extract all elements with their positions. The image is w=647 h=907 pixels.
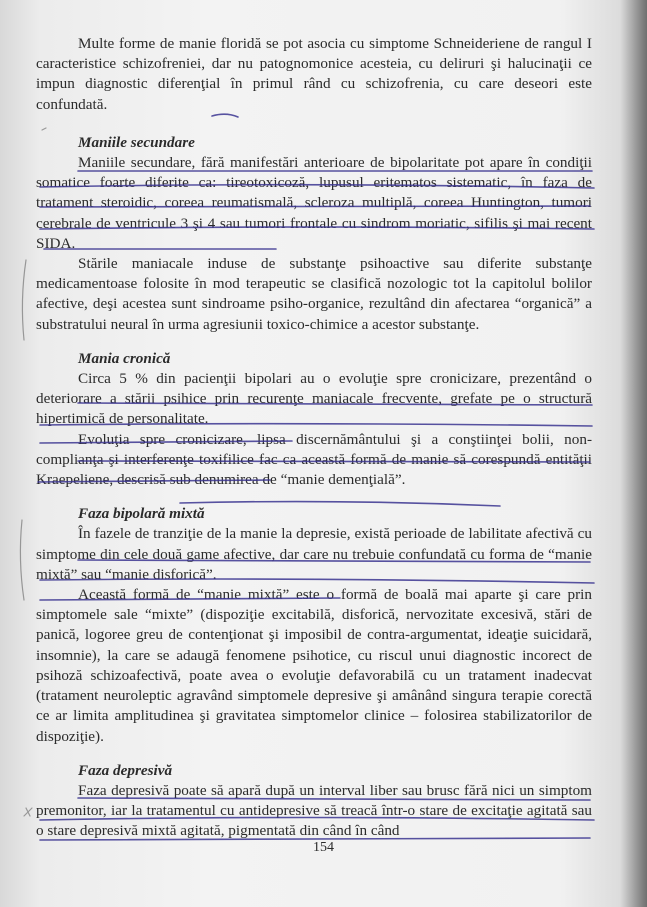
section-title-depressive-phase: Faza depresivă <box>78 761 173 779</box>
paragraph-mixed-phase-2: Această formă de “manie mixtă” este o formă de boală mai aparte şi care prin simptomele sale “mixte” (dispoziţie excitabilă, disforică, nervozitate excesivă, stări de panică, logoree greu de contenţionat şi imposibil de contra-argumentat, ideaţie suicidară, insomnie), la care se adaugă fenomene psihotice, cu riscul unui diagnostic incorect de psihoză schizoafectivă, poate avea o evoluţie defavorabilă cu un tratament inadecvat (tratament neuroleptic agravând simptomele depresive şi amânând singura terapie corectă ce ar limita amplitudinea şi gravitatea simptomelor clinice – folosirea stabilizatorilor de dispoziţie). <box>36 586 592 745</box>
paragraph-chronic-mania-1: Circa 5 % din pacienţii bipolari au o evoluţie spre cronicizare, prezentând o deteriorare a stării psihice prin recurenţe maniacale frecvente, grefate pe o structură hipertimică de personalitate. <box>36 370 592 428</box>
paragraph-depressive-phase-1: Faza depresivă poate să apară după un interval liber sau brusc fără nici un simptom premonitor, iar la tratamentul cu antidepresive să treacă într-o stare de excitaţie agitată sau o stare depresivă mixtă agitată, pigmentată din când în când <box>36 781 592 840</box>
section-title-chronic-mania: Mania cronică <box>78 349 171 367</box>
section-title-secondary-mania: Maniile secundare <box>78 133 195 151</box>
paragraph-chronic-mania-2: Evoluţia spre cronicizare, lipsa discernământului şi a conştiinţei bolii, non-complianţa şi interferenţe toxifilice fac ca această formă de manie să corespundă entităţii Kraepeliene, descrisă sub denumirea de “manie demenţială”. <box>36 430 592 489</box>
paragraph-mixed-phase-1: În fazele de tranziţie de la manie la depresie, există perioade de labilitate afectivă cu simptome din cele două game afective, dar care nu trebuie confundată cu forma de “manie mixtă” sau “manie disforică”. <box>36 525 592 583</box>
paragraph-secondary-mania-2: Stările maniacale induse de substanţe psihoactive sau diferite substanţe medicamentoase folosite în mod terapeutic se clasifică nozologic tot la capitolul bolilor afective, deşi acestea sunt sindroame psiho-organice, rezultând din afectarea “organică” a substratului neural în urma agresiunii toxico-chimice a acestor substanţe. <box>36 255 592 333</box>
page-content <box>36 34 592 842</box>
paragraph-secondary-mania-1: Maniile secundare, fără manifestări anterioare de bipolaritate pot apare în condiţii somatice foarte diferite ca: tireotoxicoză, lupusul eritematos sistematic, în faza de tratament steroidic, coreea reumatismală, scleroza multiplă, coreea Huntington, tumori cerebrale de ventricule 3 şi 4 sau tumori frontale cu sindrom moriatic, sifilis şi mai recent SIDA. <box>36 154 592 252</box>
page-number: 154 <box>313 840 334 855</box>
intro-paragraph: Multe forme de manie floridă se pot asocia cu simptome Schneideriene de rangul I caracteristice schizofreniei, dar nu patognomonice acesteia, cu deliruri şi halucinaţii ce impun diagnostic diferenţial în primul rând cu schizofrenia, cu care deseori este confundată. <box>36 35 592 113</box>
section-title-mixed-phase: Faza bipolară mixtă <box>78 505 205 523</box>
